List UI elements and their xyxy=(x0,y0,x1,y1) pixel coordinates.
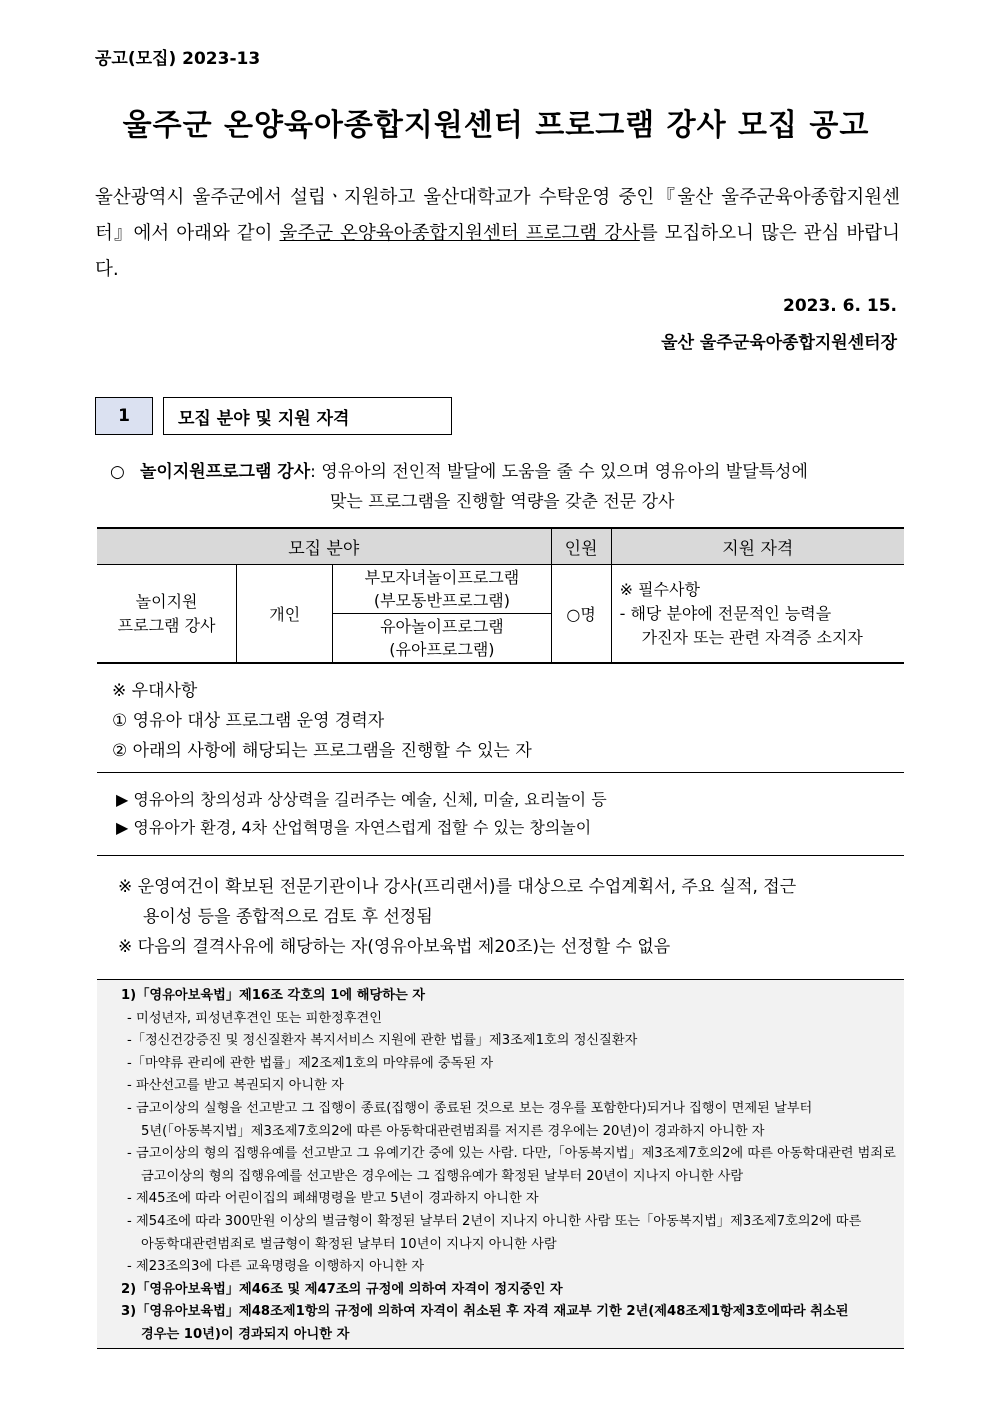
cell-count: ○명 xyxy=(551,565,611,664)
disq-item: - 제45조에 따라 어린이집의 폐쇄명령을 받고 5년이 경과하지 아니한 자 xyxy=(127,1191,539,1207)
program-desc-1: : 영유아의 전인적 발달에 도움을 줄 수 있으며 영유아의 발달특성에 xyxy=(310,462,808,482)
program2-line-1: 유아놀이프로그램 xyxy=(380,617,504,636)
activity-item: ▶ 영유아의 창의성과 상상력을 길러주는 예술, 신체, 미술, 요리놀이 등 xyxy=(116,790,607,809)
disq-item: - 금고이상의 형의 집행유예를 선고받고 그 유예기간 중에 있는 사람. 다만,「아동복지법」제3조제7호의2에 따른 아동학대관련 범죄로 xyxy=(127,1146,896,1162)
preference-item: ② 아래의 사항에 해당되는 프로그램을 진행할 수 있는 자 xyxy=(112,741,532,761)
circle-bullet: ○ xyxy=(110,462,125,482)
intro-text-1: 울산광역시 울주군에서 설립ㆍ지원하고 울산대학교가 수탁운영 중인『울산 울주군육아종합지원센터』에서 아래와 같이 xyxy=(95,187,900,244)
header-field: 모집 분야 xyxy=(97,528,551,565)
field-line-1: 놀이지원 xyxy=(135,591,198,611)
req-title: ※ 필수사항 xyxy=(619,579,700,599)
divider xyxy=(97,855,904,856)
notice-number: 공고(모집) 2023-13 xyxy=(95,49,261,69)
program1-line-2: (부모동반프로그램) xyxy=(373,591,510,610)
disq-heading-1: 1)「영유아보육법」제16조 각호의 1에 해당하는 자 xyxy=(121,988,426,1003)
disq-item-cont: 5년(「아동복지법」제3조제7호의2에 따른 아동학대관련범죄를 저지른 경우에는 20년)이 경과하지 아니한 자 xyxy=(141,1123,765,1139)
intro-paragraph xyxy=(95,180,900,288)
section-number: 1 xyxy=(95,397,153,435)
table-header-row xyxy=(97,528,904,565)
disq-item-cont: 아동학대관련범죄로 벌금형이 확정된 날부터 10년이 지나지 아니한 사람 xyxy=(141,1236,557,1252)
selection-notes xyxy=(118,872,900,962)
disq-heading-3-cont: 경우는 10년)이 경과되지 아니한 자 xyxy=(141,1326,350,1342)
note-1-line-2: 용이성 등을 종합적으로 검토 후 선정됨 xyxy=(143,907,433,927)
req-line-1 xyxy=(620,602,896,626)
cell-qualification xyxy=(611,565,904,664)
disq-item: - 금고이상의 실형을 선고받고 그 집행이 종료(집행이 종료된 것으로 보는 경우를 포함한다)되거나 집행이 면제된 날부터 xyxy=(127,1100,813,1116)
header-count: 인원 xyxy=(551,528,611,565)
note-2: ※ 다음의 결격사유에 해당하는 자(영유아보육법 제20조)는 선정할 수 없음 xyxy=(118,937,671,957)
program-description xyxy=(110,457,900,517)
disq-item: - 제23조의3에 다른 교육명령을 이행하지 아니한 자 xyxy=(127,1259,425,1275)
disqualification-list xyxy=(121,985,896,1347)
header-qualification: 지원 자격 xyxy=(611,528,904,565)
activity-list xyxy=(116,786,607,842)
req-line-2: 가진자 또는 관련 자격증 소지자 xyxy=(641,627,863,647)
cell-field xyxy=(97,565,237,664)
disq-item: - 파산선고를 받고 복권되지 아니한 자 xyxy=(127,1078,344,1094)
req-line-1-text: - 해당 분야에 전문적인 능력을 xyxy=(619,603,832,623)
table-row xyxy=(97,565,904,614)
notice-date: 2023. 6. 15. xyxy=(782,296,897,316)
program-line-1 xyxy=(110,457,900,487)
section-title: 모집 분야 및 지원 자격 xyxy=(163,397,452,435)
disqualification-box xyxy=(97,979,904,1349)
program1-line-1: 부모자녀놀이프로그램 xyxy=(364,568,520,587)
disq-item-cont: 금고이상의 형의 집행유예를 선고받은 경우에는 그 집행유예가 확정된 날부터 20년이 지나지 아니한 사람 xyxy=(141,1168,744,1184)
page-title: 울주군 온양육아종합지원센터 프로그램 강사 모집 공고 xyxy=(122,108,870,143)
organization-name: 울산 울주군육아종합지원센터장 xyxy=(661,333,897,353)
program-desc-2: 맞는 프로그램을 진행할 역량을 갖춘 전문 강사 xyxy=(330,492,675,512)
note-1-line-1: ※ 운영여건이 확보된 전문기관이나 강사(프리랜서)를 대상으로 수업계획서, 주요 실적, 접근 xyxy=(118,877,797,897)
program2-line-2: (유아프로그램) xyxy=(389,640,495,659)
disq-heading-2: 2)「영유아보육법」제46조 및 제47조의 규정에 의하여 자격이 정지중인 자 xyxy=(121,1281,563,1297)
cell-type: 개인 xyxy=(237,565,333,664)
preferences xyxy=(112,676,532,766)
divider xyxy=(97,772,904,773)
field-line-2: 프로그램 강사 xyxy=(117,615,216,635)
preference-item: ① 영유아 대상 프로그램 운영 경력자 xyxy=(112,711,385,731)
disq-item: - 미성년자, 피성년후견인 또는 피한정후견인 xyxy=(127,1010,383,1026)
intro-text-2: 를 모집하오니 많은 관심 바랍니다. xyxy=(95,223,900,280)
intro-underlined: 울주군 온양육아종합지원센터 프로그램 강사 xyxy=(279,223,640,244)
disq-item: - 제54조에 따라 300만원 이상의 벌금형이 확정된 날부터 2년이 지나지 아니한 사람 또는「아동복지법」제3조제7호의2에 따른 xyxy=(127,1213,862,1229)
cell-program-1 xyxy=(333,565,551,614)
activity-item: ▶ 영유아가 환경, 4차 산업혁명을 자연스럽게 접할 수 있는 창의놀이 xyxy=(116,818,592,837)
cell-program-2 xyxy=(333,614,551,664)
recruitment-table xyxy=(97,527,904,664)
disq-item: -「정신건강증진 및 정신질환자 복지서비스 지원에 관한 법률」제3조제1호의 정신질환자 xyxy=(127,1033,638,1049)
preferences-title: ※ 우대사항 xyxy=(112,681,198,701)
disq-item: -「마약류 관리에 관한 법률」제2조제1호의 마약류에 중독된 자 xyxy=(127,1055,494,1071)
program-label: 놀이지원프로그램 강사 xyxy=(140,462,311,482)
disq-heading-3: 3)「영유아보육법」제48조제1항의 규정에 의하여 자격이 취소된 후 자격 재교부 기한 2년(제48조제1항제3호에따라 취소된 xyxy=(121,1304,849,1320)
